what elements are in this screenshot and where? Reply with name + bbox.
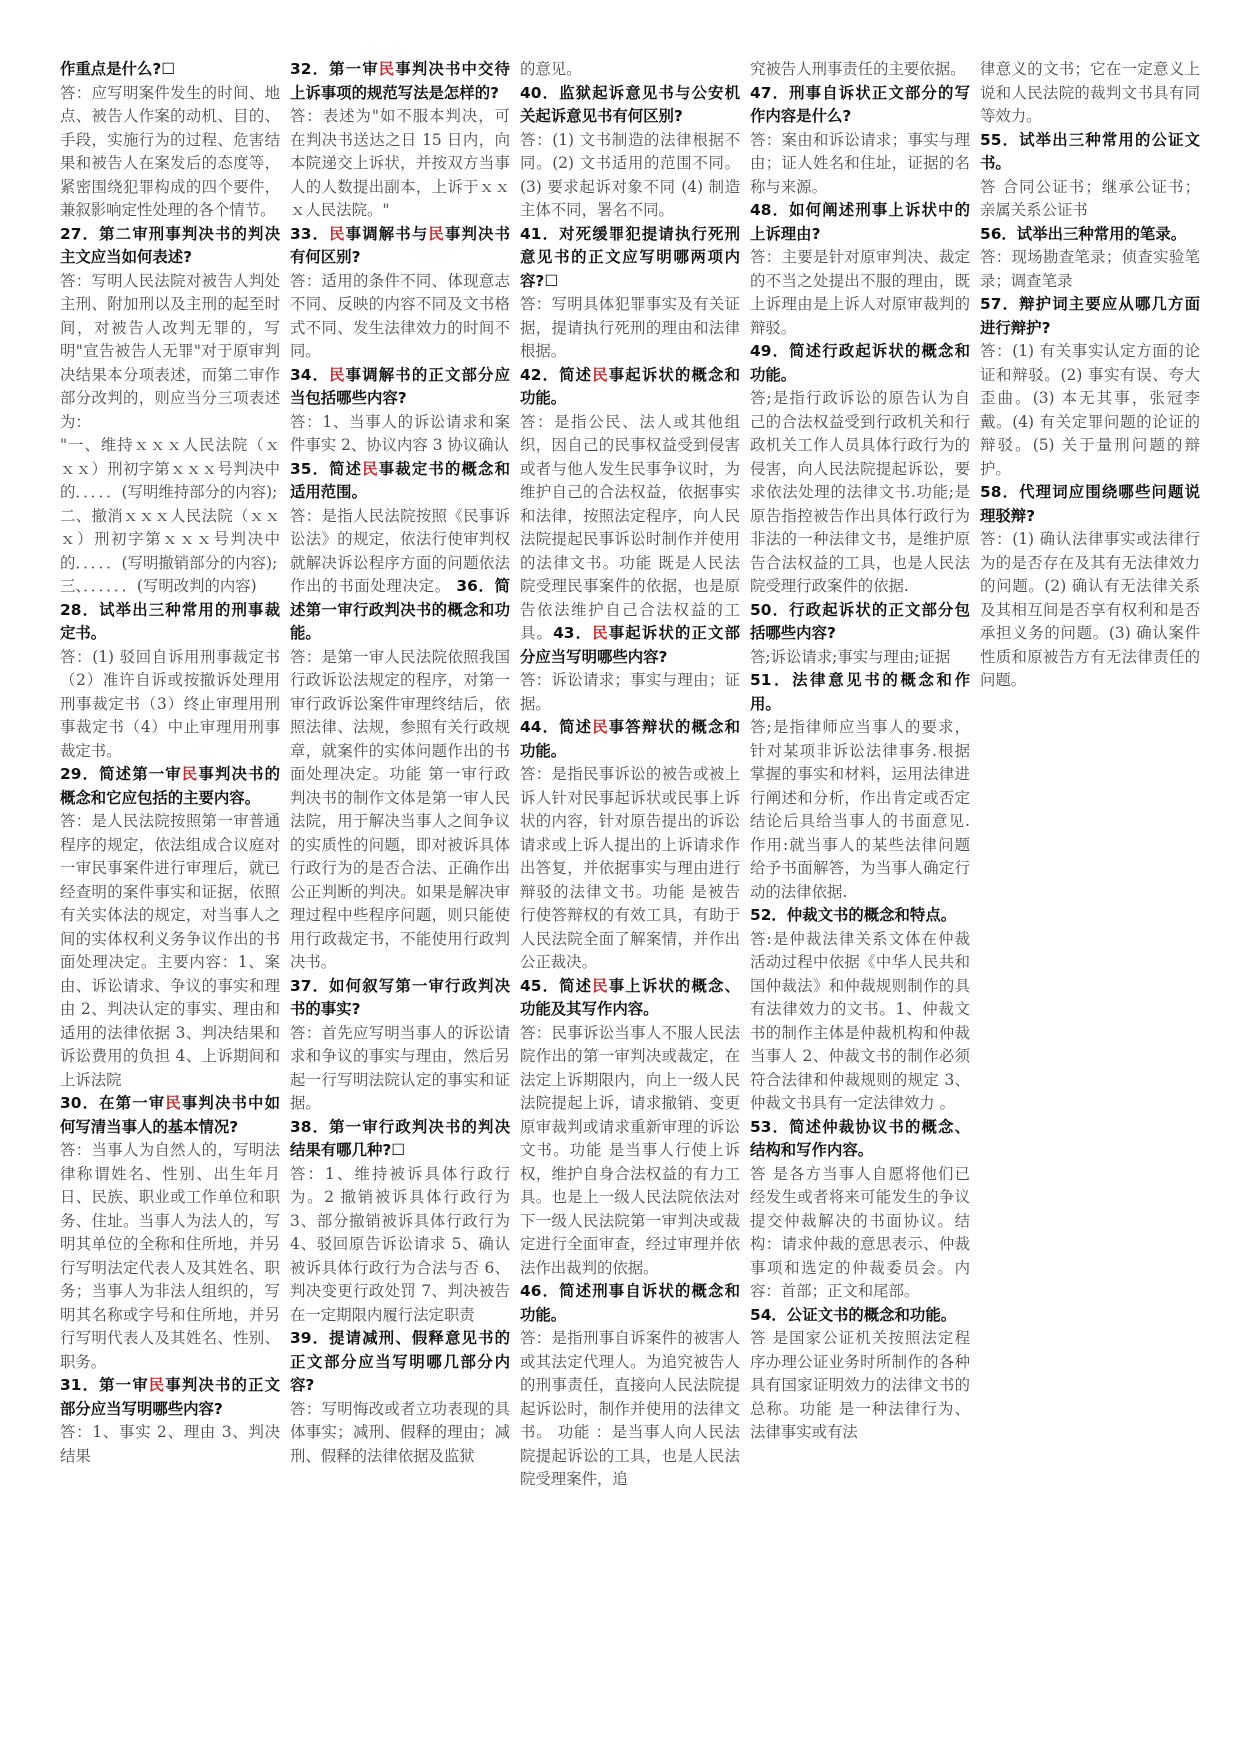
question-text: 事上诉状的概念、功能及其写作内容。 xyxy=(520,976,740,1018)
answer-text: 答：写明人民法院对被告人判处主刑、附加刑以及主刑的起至时间，对被告人改判无罪的，写明"宣告被告人无罪"对于原审判决结果本分项表述，而第二审作部分改判的，则应当分三项表述为： xyxy=(60,271,280,431)
question-heading: 58．代理词应围绕哪些问题说理驳辩? xyxy=(980,483,1200,525)
question-heading xyxy=(60,1092,280,1139)
answer-text: 答 是各方当事人自愿将他们已经发生或者将来可能发生的争议提交仲裁解决的书面协议。结构：请求仲裁的意思表示、仲裁事项和选定的仲裁委员会。内容：首部；正文和尾部。 xyxy=(750,1164,970,1300)
answer-text: 答：应写明案件发生的时间、地点、被告人作案的动机、目的、手段，实施行为的过程、危害结果和被告人在案发后的态度等，紧密围绕犯罪构成的四个要件，兼叙影响定性处理的各个情节。 xyxy=(60,83,280,219)
answer-text: 答：(1) 确认法律事实或法律行为的是否存在及其有无法律效力的问题。(2) 确认有无法律关系及其相互间是否享有权利和是否承担义务的问题。(3) 确认案件性质和原被告方有无法律责任的问题。 xyxy=(980,530,1200,689)
highlight-text: 民 xyxy=(362,459,379,478)
question-heading: 38．第一审行政判决书的判决结果有哪几种?☐ xyxy=(290,1117,510,1159)
question-heading: 55．试举出三种常用的公证文书。 xyxy=(980,130,1200,172)
answer-text: 答：适用的条件不同、体现意志不同、反映的内容不同及文书格式不同、发生法律效力的时间不同。 xyxy=(290,271,510,360)
answer-text: 答：是第一审人民法院依照我国行政诉讼法规定的程序，对第一审行政诉讼案件审理终结后，依照法律、法规，参照有关行政规章，就案件的实体问题作出的书面处理决定。功能 第一审行政判决书的制作文体是第一审人民法院，用于解决当事人之间争议的实质性的问题，即对被诉具体行政行为的是否合法、正确作出公正判断的判决。如果是解决审理过程中些程序问题，则只能使用行政裁定书，不能使用行政判决书。 xyxy=(290,647,510,971)
question-heading xyxy=(520,975,740,1022)
question-heading: 46．简述刑事自诉状的概念和功能。 xyxy=(520,1282,740,1324)
answer-text: 答;是指行政诉讼的原告认为自己的合法权益受到行政机关和行政机关工作人员具体行政行为的侵害，向人民法院提起诉讼，要求依法处理的法律文书.功能;是原告指控被告作出具体行政行为非法的一种法律文书，是维护原告合法权益的工具，也是人民法院受理行政案件的依据. xyxy=(750,389,970,595)
question-heading xyxy=(290,364,510,411)
answer-text: 答：民事诉讼当事人不服人民法院作出的第一审判决或裁定，在法定上诉期限内，向上一级人民法院提起上诉，请求撤销、变更原审裁判或请求重新审理的诉讼文书。功能 是当事人行使上诉权，维护自身合法权益的有力工具。也是上一级人民法院依法对下一级人民法院第一审判决或裁定进行全面审查，经过审理并依法作出裁判的依据。 xyxy=(520,1023,740,1277)
answer-text: 答：1、维持被诉具体行政行为。2 撤销被诉具体行政行为 3、部分撤销被诉具体行政行为 4、驳回原告诉讼请求 5、确认被诉具体行政行为合法与否 6、判决变更行政处罚 7、判决被告在一定期限内履行法定职责 xyxy=(290,1164,510,1324)
highlight-text: 民 xyxy=(378,60,396,78)
highlight-text: 民 xyxy=(329,224,346,243)
answer-body: 答：是指公民、法人或其他组织，因自己的民事权益受到侵害或者与他人发生民事争议时，为维护自己的合法权益，依据事实和法律，按照法定程序，向人民法院提起民事诉讼时制作并使用的法律文书。功能 既是人民法院受理民事案件的依据，也是原告依法维护自己合法权益的工具。 xyxy=(520,412,740,642)
question-heading: 47．刑事自诉状正文部分的写作内容是什么? xyxy=(750,83,970,125)
question-heading: 52．仲裁文书的概念和特点。 xyxy=(750,906,957,924)
document-page xyxy=(60,58,1200,1698)
answer-text xyxy=(520,411,740,670)
answer-text xyxy=(290,505,510,646)
question-text: 事判决书中如何写清当事人的基本情况? xyxy=(60,1094,280,1136)
answer-text: "一、维持ｘｘｘ人民法院（ｘｘｘ）刑初字第ｘｘｘ号判决中的．．．．．(写明维持部分的内容); xyxy=(60,436,280,501)
question-heading xyxy=(520,716,740,763)
highlight-text: 民 xyxy=(592,624,609,642)
highlight-text: 民 xyxy=(428,224,445,243)
answer-text: 答 是国家公证机关按照法定程序办理公证业务时所制作的各种具有国家证明效力的法律文书的总称。功能 是一种法律行为、法律事实或有法 xyxy=(750,1329,970,1441)
answer-text: 三、．．．．．．(写明改判的内容) xyxy=(60,577,257,595)
highlight-text: 民 xyxy=(148,1376,166,1394)
answer-text: 答：1、事实 2、理由 3、判决结果 xyxy=(60,1423,280,1465)
answer-text: 究被告人刑事责任的主要依据。 xyxy=(750,60,966,78)
question-heading xyxy=(60,763,280,810)
answer-body: 答：是指人民法院按照《民事诉讼法》的规定，依法行使审判权就解决诉讼程序方面的问题依法作出的书面处理决定。 xyxy=(290,506,510,595)
answer-text: 答：写明具体犯罪事实及有关证据，提请执行死刑的理由和法律根据。 xyxy=(520,295,740,360)
question-text: 事答辩状的概念和功能。 xyxy=(520,718,740,760)
answer-text: 答：案由和诉讼请求；事实与理由；证人姓名和住址，证据的名称与来源。 xyxy=(750,130,970,196)
answer-text: 答：首先应写明当事人的诉讼请求和争议的事实与理由，然后另起一行写明法院认定的事实和证据。 xyxy=(290,1023,510,1112)
question-text: 44．简述 xyxy=(520,718,593,736)
question-text: 事起诉状的正文部分应当写明哪些内容? xyxy=(520,624,740,666)
question-heading: 48．如何阐述刑事上诉状中的上诉理由? xyxy=(750,201,970,243)
question-text: 事裁定书的概念和适用范围。 xyxy=(290,459,510,501)
highlight-text: 民 xyxy=(592,976,609,995)
question-heading xyxy=(290,458,510,505)
answer-text: 答：主要是针对原审判决、裁定的不当之处提出不服的理由，既上诉理由是上诉人对原审裁判的辩驳。 xyxy=(750,248,970,337)
question-text: 33． xyxy=(290,224,330,243)
highlight-text: 民 xyxy=(329,365,346,384)
text-column-4 xyxy=(750,58,970,1698)
answer-text: 答：诉讼请求；事实与理由；证据。 xyxy=(520,671,740,713)
question-text: 45．简述 xyxy=(520,976,593,995)
answer-text: 答：是指民事诉讼的被告或被上诉人针对民事起诉状或民事上诉状的内容，针对原告提出的诉讼请求或上诉人提出的上诉请求作出答复，并依据事实与理由进行辩驳的法律文书。功能 是被告行使答辩权的有效工具，有助于人民法院全面了解案情，并作出公正裁决。 xyxy=(520,765,740,971)
highlight-text: 民 xyxy=(592,718,609,736)
answer-text: 的意见。 xyxy=(520,60,582,78)
question-text: 34． xyxy=(290,365,330,384)
answer-text: 答:是仲裁法律关系文体在仲裁活动过程中依据《中华人民共和国仲裁法》和仲裁规则制作的具有法律效力的文书。1、仲裁文书的制作主体是仲裁机构和仲裁当事人 2、仲裁文书的制作必须符合法律和仲裁规则的规定 3、仲裁文书具有一定法律效力 。 xyxy=(750,929,970,1112)
question-text: 事判决书有何区别? xyxy=(290,224,510,266)
answer-text: 答：(1) 文书制造的法律根据不同。(2) 文书适用的范围不同。(3) 要求起诉对象不同 (4) 制造主体不同，署名不同。 xyxy=(520,130,740,219)
question-text: 43． xyxy=(553,624,593,642)
question-text: 31．第一审 xyxy=(60,1376,149,1394)
question-heading: 37．如何叙写第一审行政判决书的事实? xyxy=(290,976,510,1018)
answer-text: 答：是指刑事自诉案件的被害人或其法定代理人。为追究被告人的刑事责任，直接向人民法院提起诉讼时，制作并使用的法律文书。 功能 ：是当事人向人民法院提起诉讼的工具，也是人民法院受理案件，追 xyxy=(520,1329,740,1488)
question-text: 事起诉状的概念和功能。 xyxy=(520,365,740,407)
question-text: 42．简述 xyxy=(520,365,593,384)
answer-text: 答：表述为"如不服本判决，可在判决书送达之日 15 日内，向本院递交上诉状，并按双方当事人的人数提出副本，上诉于ｘｘｘ人民法院。" xyxy=(290,107,510,219)
answer-text: 律意义的文书；它在一定意义上说和人民法院的裁判文书具有同等效力。 xyxy=(980,60,1200,125)
text-column-2 xyxy=(290,58,510,1698)
question-heading: 39．提请减刑、假释意见书的正文部分应当写明哪几部分内容? xyxy=(290,1329,510,1394)
question-text: 事判决书的正文部分应当写明哪些内容? xyxy=(60,1376,280,1418)
question-heading xyxy=(290,223,510,270)
question-text: 35．简述 xyxy=(290,459,363,478)
question-text: 事调解书与 xyxy=(345,224,429,243)
inline-question-heading xyxy=(520,624,740,666)
question-text: 事判决书的概念和它应包括的主要内容。 xyxy=(60,765,280,807)
answer-text: 答：1、当事人的诉讼请求和案件事实 2、协议内容 3 协议确认 xyxy=(290,412,510,454)
question-heading: 50．行政起诉状的正文部分包括哪些内容? xyxy=(750,600,970,642)
text-column-5 xyxy=(980,58,1200,1698)
question-heading xyxy=(290,58,510,105)
highlight-text: 民 xyxy=(592,365,609,384)
answer-text: 二、撤消ｘｘｘ人民法院（ｘｘｘ）刑初字第ｘｘｘ号判决中的．．．．．(写明撤销部分的内容); xyxy=(60,506,280,572)
answer-text: 答：(1) 驳回自诉用刑事裁定书（2）准许自诉或按撤诉处理用刑事裁定书（3）终止审理用刑事裁定书（4）中止审理用刑事裁定书。 xyxy=(60,647,280,760)
answer-text: 答;诉讼请求;事实与理由;证据 xyxy=(750,647,951,666)
inline-question-heading: 36．简述第一审行政判决书的概念和功能。 xyxy=(290,577,510,642)
highlight-text: 民 xyxy=(165,1094,182,1112)
question-text: 32．第一审 xyxy=(290,60,379,78)
highlight-text: 民 xyxy=(181,765,199,783)
answer-text: 答：是人民法院按照第一审普通程序的规定，依法组成合议庭对一审民事案件进行审理后，就已经查明的案件事实和证据，依照有关实体法的规定，对当事人之间的实体权利义务争议作出的书面处理决定。主要内容：1、案由、诉讼请求、争议的事实和理由 2、判决认定的事实、理由和适用的法律依据 3、判决结果和诉讼费用的负担 4、上诉期间和上诉法院 xyxy=(60,812,280,1089)
answer-text: 答：(1) 有关事实认定方面的论证和辩驳。(2) 事实有误、夸大歪曲。(3) 本无其事，张冠李戴。(4) 有关定罪问题的论证的辩驳。(5) 关于量刑问题的辩护。 xyxy=(980,342,1200,478)
question-text: 事调解书的正文部分应当包括哪些内容? xyxy=(290,365,510,407)
question-heading: 41．对死缓罪犯提请执行死刑意见书的正文应写明哪两项内容?☐ xyxy=(520,224,740,290)
question-heading: 28．试举出三种常用的刑事裁定书。 xyxy=(60,600,280,642)
text-column-3 xyxy=(520,58,740,1698)
answer-text: 答：写明悔改或者立功表现的具体事实；减刑、假释的理由；减刑、假释的法律依据及监狱 xyxy=(290,1399,510,1465)
question-heading: 51．法律意见书的概念和作用。 xyxy=(750,671,970,713)
question-heading xyxy=(520,364,740,411)
answer-text: 答;是指律师应当事人的要求，针对某项非诉讼法律事务.根据掌握的事实和材料，运用法律进行阐述和分析，作出肯定或否定结论后具给当事人的书面意见.作用:就当事人的某些法律问题给予书面解答，为当事人确定行动的法律依据. xyxy=(750,718,970,901)
question-heading: 27．第二审刑事判决书的判决主文应当如何表述? xyxy=(60,224,280,266)
question-heading: 49．简述行政起诉状的概念和功能。 xyxy=(750,342,970,384)
question-text: 29．简述第一审 xyxy=(60,765,182,783)
question-heading: 53．简述仲裁协议书的概念、结构和写作内容。 xyxy=(750,1117,970,1159)
question-text: 事判决书中交待上诉事项的规范写法是怎样的? xyxy=(290,60,510,102)
answer-text: 答 合同公证书；继承公证书；亲属关系公证书 xyxy=(980,177,1200,219)
question-text: 30．在第一审 xyxy=(60,1094,166,1112)
answer-text: 答：现场勘查笔录；侦查实验笔录；调查笔录 xyxy=(980,248,1200,290)
text-column-1 xyxy=(60,58,280,1698)
question-heading: 作重点是什么?☐ xyxy=(60,60,176,78)
answer-text: 答：当事人为自然人的，写明法律称谓姓名、性别、出生年月日、民族、职业或工作单位和职务、住址。当事人为法人的，写明其单位的全称和住所地，并另行写明法定代表人及其姓名、职务；当事人为非法人组织的，写明其名称或字号和住所地，并另行写明代表人及其姓名、性别、职务。 xyxy=(60,1141,280,1371)
question-heading: 40．监狱起诉意见书与公安机关起诉意见书有何区别? xyxy=(520,83,740,125)
question-heading: 54．公证文书的概念和功能。 xyxy=(750,1305,957,1324)
question-heading xyxy=(60,1374,280,1421)
question-heading: 57．辩护词主要应从哪几方面进行辩护? xyxy=(980,295,1200,337)
question-heading: 56．试举出三种常用的笔录。 xyxy=(980,224,1187,243)
